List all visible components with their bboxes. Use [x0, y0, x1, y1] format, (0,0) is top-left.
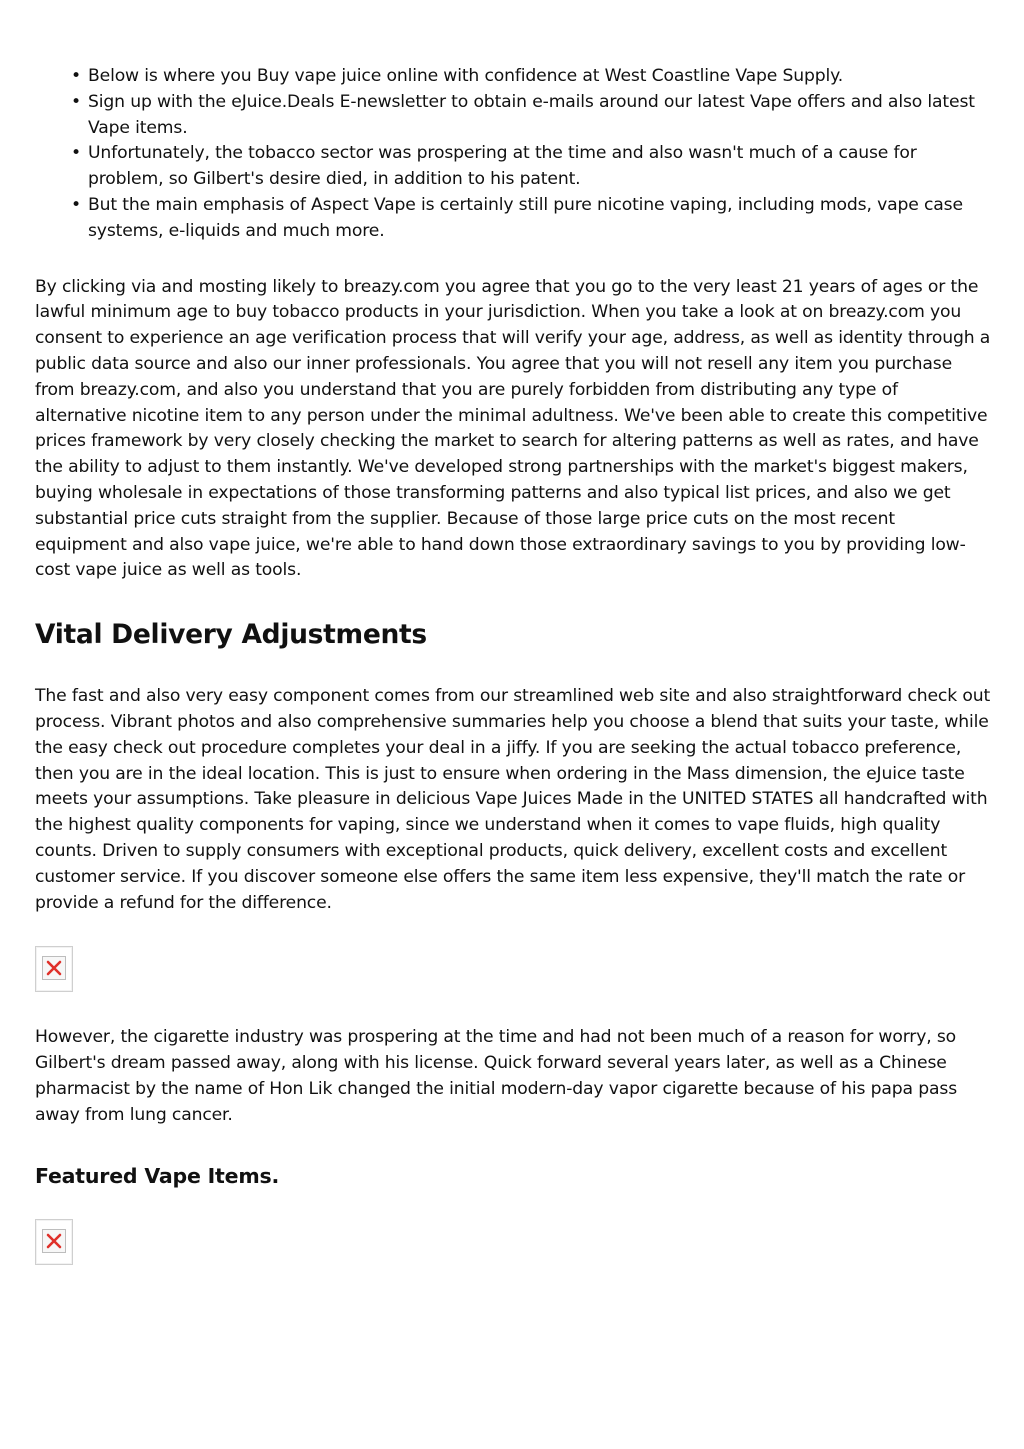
subsection-heading: Featured Vape Items. [35, 1163, 280, 1188]
list-item-text: Below is where you Buy vape juice online with confidence at West Coastline Vape Supply. [88, 66, 844, 86]
list-item [71, 64, 991, 90]
list-item-text: Sign up with the eJuice.Deals E-newsletter to obtain e-mails around our latest Vape offers and also latest Vape items. [88, 91, 975, 138]
history-paragraph: However, the cigarette industry was prospering at the time and had not been much of a reason for worry, so Gilbert's dream passed away, along with his license. Quick forward several years later, as well as a Chinese pharmacist by the name of Hon Lik changed the initial modern-day vapor cigarette because of his papa pass away from lung cancer. [35, 1027, 958, 1125]
bullet-icon: • [71, 66, 81, 86]
list-item-text: But the main emphasis of Aspect Vape is certainly still pure nicotine vaping, including mods, vape case systems, e-liquids and much more. [88, 194, 963, 241]
bullet-list [35, 64, 991, 245]
document-body [35, 64, 991, 1265]
x-icon [43, 1230, 65, 1252]
broken-image-icon [35, 946, 73, 992]
list-item [71, 193, 991, 245]
bullet-icon: • [71, 91, 81, 112]
delivery-paragraph: The fast and also very easy component comes from our streamlined web site and also straightforward check out process. Vibrant photos and also comprehensive summaries help you choose a blend that suits your taste, while the easy check out procedure completes your deal in a jiffy. If you are seeking the actual tobacco preference, then you are in the ideal location. This is just to ensure when ordering in the Mass dimension, the eJuice taste meets your assumptions. Take pleasure in delicious Vape Juices Made in the UNITED STATES all handcrafted with the highest quality components for vaping, since we understand when it comes to vape fluids, high quality counts. Driven to supply consumers with exceptional products, quick delivery, excellent costs and excellent customer service. If you discover someone else offers the same item less expensive, they'll match the rate or provide a refund for the difference. [35, 686, 991, 913]
list-item [71, 141, 991, 193]
bullet-icon: • [71, 143, 81, 164]
age-verification-paragraph: By clicking via and mosting likely to breazy.com you agree that you go to the very least 21 years of ages or the lawful minimum age to buy tobacco products in your jurisdiction. When you take a look at on breazy.com you consent to experience an age verification process that will verify your age, address, as well as identity through a public data source and also our inner professionals. You agree that you will not resell any item you purchase from breazy.com, and also you understand that you are purely forbidden from distributing any type of alternative nicotine item to any person under the minimal adultness. We've been able to create this competitive prices framework by very closely checking the market to search for altering patterns as well as rates, and have the ability to adjust to them instantly. We've developed strong partnerships with the market's biggest makers, buying wholesale in expectations of those transforming patterns and also typical list prices, and also we get substantial price cuts straight from the supplier. Because of those large price cuts on the most recent equipment and also vape juice, we're able to hand down those extraordinary savings to you by providing low-cost vape juice as well as tools. [35, 276, 991, 581]
list-item [71, 90, 991, 142]
list-item-text: Unfortunately, the tobacco sector was prospering at the time and also wasn't much of a cause for problem, so Gilbert's desire died, in addition to his patent. [88, 143, 917, 190]
x-icon [43, 957, 65, 979]
bullet-icon: • [71, 194, 81, 215]
broken-image-icon [35, 1219, 73, 1265]
section-heading: Vital Delivery Adjustments [35, 619, 427, 651]
